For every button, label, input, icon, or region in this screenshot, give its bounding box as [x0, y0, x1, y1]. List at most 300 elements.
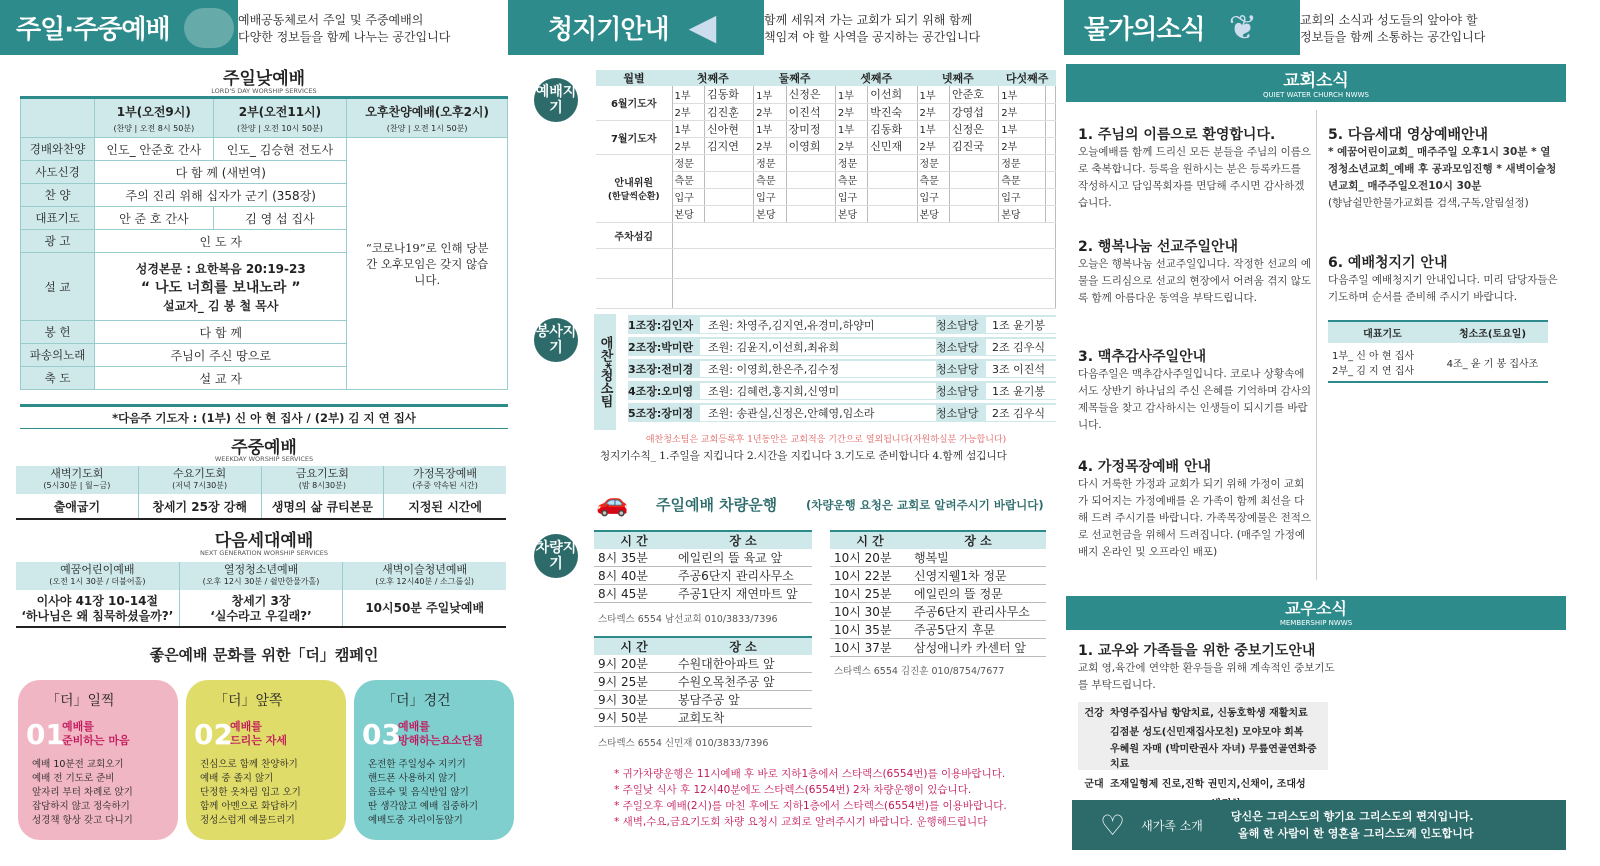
cell: [1046, 137, 1056, 154]
place-cell: 주공6단지 관리사무소: [910, 603, 1046, 621]
clean-team: 1조 윤기봉: [986, 383, 1056, 399]
cell: 신정은: [949, 120, 998, 137]
car-table-3: [594, 636, 812, 749]
col-header: 넷째주: [917, 70, 999, 86]
row-label: 안내위원: [614, 178, 654, 189]
row-label: 파송의노래: [21, 344, 95, 367]
card-sub: 드리는 자세: [230, 734, 287, 747]
time-cell: 8시 45분: [594, 585, 674, 603]
time-cell: 8시 40분: [594, 567, 674, 585]
cell: 강영섭: [949, 103, 998, 120]
card-list: [32, 758, 133, 828]
campaign-title: 좋은예배 문화를 위한「더」캠페인: [149, 646, 379, 664]
cell: 이진석: [786, 103, 835, 120]
clean-team: 3조 이진석: [986, 361, 1056, 377]
list-item: 함께 아멘으로 화답하기: [200, 801, 298, 812]
duty-badge: 예배지기: [534, 78, 578, 122]
sub-label: 입구: [835, 188, 867, 205]
cell: 건강: [1084, 708, 1104, 719]
card-sub: 예배를: [230, 720, 262, 733]
nextgen-grid: [16, 562, 506, 628]
news-item: [1078, 236, 1314, 307]
nextgen-item: [16, 562, 180, 626]
col-header: 월별: [596, 70, 672, 86]
list-item: 정성스럽게 예물드리기: [200, 815, 295, 826]
family-label: 새가족 소개: [1141, 818, 1203, 833]
sub-label: 1부: [754, 86, 786, 103]
card-list: [368, 758, 478, 828]
header-worship: [0, 0, 238, 55]
car-note-line: * 주일오후 예배(2시)를 마친 후에도 지하1층에서 스타렉스(6554번)를 이용바랍니다.: [614, 800, 1007, 812]
header-desc: [1300, 0, 1600, 55]
cell: 설 교 자: [95, 367, 347, 390]
col-header: 시 간: [594, 531, 674, 549]
news-heading: 2. 행복나눔 선교주일안내: [1078, 239, 1239, 255]
list-item: 성경책 항상 갖고 다니기: [32, 815, 133, 826]
sub-label: 본당: [754, 205, 786, 222]
col-name: 오후찬양예배(오후2시): [365, 104, 489, 119]
car-icon: 🚗: [596, 488, 629, 518]
sub-label: 정문: [835, 154, 867, 171]
clean-label: 청소담당: [936, 362, 979, 376]
item-value: 창세기 3장: [231, 594, 291, 608]
col-header: 장 소: [674, 531, 812, 549]
header-desc: [238, 0, 508, 55]
row-label: 설 교: [21, 253, 95, 321]
news-item: [1078, 346, 1314, 434]
place-cell: 주공6단지 관리사무소: [674, 567, 812, 585]
news-item: [1078, 456, 1314, 561]
preacher: 설교자_ 김 봉 철 목사: [163, 298, 279, 313]
cell: 주의 진리 위해 십자가 군기 (358장): [95, 184, 347, 207]
card-sub: 방해하는요소단절: [398, 734, 484, 747]
sub-label: 본당: [672, 205, 704, 222]
cell: [1046, 103, 1056, 120]
card-number: 01: [26, 718, 65, 751]
row-label: 경배와찬양: [21, 138, 95, 161]
news-sub: QUIET WATER CHURCH NWWS: [1263, 91, 1369, 99]
cell: [1078, 721, 1110, 740]
team-row: [628, 381, 1056, 400]
car-note: (차량운행 요청은 교회로 알려주시기 바랍니다): [806, 498, 1044, 512]
member-item: [1078, 640, 1338, 694]
place-cell: 에일린의 뜰 정문: [910, 585, 1046, 603]
car-note-line: * 귀가차량운행은 11시예배 후 바로 지하1층에서 스타렉스(6554번)를 이용바랍니다.: [614, 768, 1006, 780]
cell: 인 도 자: [95, 230, 347, 253]
weekday-item: [139, 466, 262, 518]
sub-label: 본당: [835, 205, 867, 222]
col-3: [347, 98, 508, 138]
cell: 인도_ 김승현 전도사: [213, 138, 347, 161]
list-item: 온전한 주일성수 지키기: [368, 759, 466, 770]
col-header: 청소조(토요일): [1458, 329, 1527, 340]
car-title: 주일예배 차량운행: [656, 496, 778, 514]
item-value: 10시50분 주일낮예배: [365, 601, 485, 615]
team-leader: 2조장:박미란: [628, 340, 694, 354]
cell: 다 함 께: [95, 321, 347, 344]
news-item: [1078, 124, 1314, 212]
news-text: 오늘예배를 함께 드리신 모든 분들을 주님의 이름으로 축복합니다. 등록을 원하시는 분은 등록카드를 작성하시고 담임목회자를 면담해 주시면 감사하겠습니다.: [1078, 146, 1312, 209]
cell: 김동화: [704, 86, 753, 103]
desc-line: 다양한 정보들을 함께 나누는 공간입니다: [238, 29, 451, 44]
family-line: 당신은 그리스도의 향기요 그리스도의 편지입니다.: [1230, 810, 1474, 823]
cell: 조재일형제 진로,진학 권민지,신채이, 조대성: [1110, 778, 1306, 790]
cell: 신정은: [786, 86, 835, 103]
team-row: [628, 337, 1056, 356]
cell: 신아현: [704, 120, 753, 137]
cell: 김진국: [949, 137, 998, 154]
list-item: 핸드폰 사용하지 않기: [368, 773, 457, 784]
nextgen-sub: NEXT GENERATION WORSHIP SERVICES: [199, 549, 329, 557]
sub-label: 측문: [917, 171, 949, 188]
list-item: 음료수 및 음식반입 않기: [368, 787, 469, 798]
sub-label: 2부: [672, 103, 704, 120]
item-time: (5시30분 | 월~금): [43, 481, 111, 490]
team-members: 조원: 차영주,김지연,유경미,하양미: [700, 317, 936, 333]
sub-label: 2부: [672, 137, 704, 154]
plant-icon: ❦: [1228, 7, 1258, 48]
cell: 김지연: [704, 137, 753, 154]
news-heading: 6. 예배청지기 안내: [1328, 255, 1448, 271]
news-item: [1328, 252, 1558, 306]
car-table-1: [594, 530, 812, 625]
row-label: 대표기도: [21, 207, 95, 230]
header-news: [1064, 0, 1300, 55]
news-text: 다음주일은 맥추감사주일입니다. 코로나 상황속에서도 상반기 하나님의 주신 은혜를 기억하며 감사의 제목들을 찾고 감사하시는 인생들이 되시기를 바랍니다.: [1078, 368, 1312, 431]
news-heading: 1. 주님의 이름으로 환영합니다.: [1078, 127, 1276, 143]
cell: 인도_ 안준호 간사: [95, 138, 213, 161]
car-driver: 스타렉스 6554 신민재 010/3833/7396: [598, 738, 769, 749]
header-title: 주일·주중예배: [16, 15, 170, 45]
team-row: [628, 315, 1056, 334]
news-text: 다음주일 예배청지기 안내입니다. 미리 담당자들은 기도하며 순서를 준비해 주시기 바랍니다.: [1328, 274, 1558, 303]
cell: 우혜원 자매 (박미란권사 자녀) 무릎연골연화증 치료: [1110, 744, 1317, 770]
place-cell: 에일린의 뜰 육교 앞: [674, 549, 812, 567]
card-title: 「더」경건: [382, 693, 451, 709]
nextgen-title: 다음세대예배: [214, 531, 314, 551]
col-header: 다섯째주: [999, 70, 1056, 86]
nextgen-item: [180, 562, 344, 626]
time-cell: 8시 35분: [594, 549, 674, 567]
time-cell: 10시 25분: [830, 585, 910, 603]
cell: 4조_ 윤 기 봉 집사조: [1446, 358, 1539, 370]
news-text: 다시 거룩한 가정과 교회가 되기 위해 가정이 교회가 되어지는 가정예배를 온 가족이 함께 최선을 다해 드려 주시기를 바랍니다. 가족목장예물은 전적으로 선교헌금을 위해서 드려집니다. (매주일 가정예배지 온라인 및 오프라인 배포): [1078, 478, 1312, 558]
clean-label: 청소담당: [936, 384, 979, 398]
member-heading: 1. 교우와 가족들을 위한 중보기도안내: [1078, 643, 1316, 659]
item-time: (저녁 7시30분): [172, 481, 228, 490]
list-item: 예배 중 졸지 않기: [200, 773, 274, 784]
item-time: (오전 1시 30분 / 더불어홀): [49, 577, 146, 586]
sub-label: 2부: [999, 103, 1046, 120]
col-header: 장 소: [674, 637, 812, 655]
card-number: 03: [362, 718, 401, 751]
col-header: 장 소: [910, 531, 1046, 549]
sub-label: 2부: [917, 137, 949, 154]
news-item: [1328, 124, 1558, 212]
item-name: 새벽이슬청년예배: [382, 563, 468, 576]
list-item: 예배 10분전 교회오기: [32, 759, 124, 770]
weekday-sub: WEEKDAY WORSHIP SERVICES: [214, 455, 314, 463]
sub-label: 1부: [999, 120, 1046, 137]
sub-label: 입구: [754, 188, 786, 205]
prayer-table: [1078, 702, 1328, 810]
place-cell: 교회도착: [674, 709, 812, 727]
desc-line: 예배공동체로서 주일 및 주중예배의: [238, 12, 424, 27]
sub-label: 2부: [754, 103, 786, 120]
row-label: 7월기도자: [596, 120, 672, 154]
col-name: 2부(오전11시): [238, 104, 322, 119]
col-1: [95, 98, 213, 138]
place-cell: 주공1단지 재연마트 앞: [674, 585, 812, 603]
card-sub: 예배를: [398, 720, 430, 733]
sub-label: 측문: [835, 171, 867, 188]
col-sub: (찬양 | 오전 8시 50분): [113, 123, 195, 133]
item-value: 생명의 삶 큐티본문: [271, 500, 373, 514]
cell: 이선희: [868, 86, 917, 103]
time-cell: 10시 37분: [830, 639, 910, 657]
place-cell: 봉담주공 앞: [674, 691, 812, 709]
car-note-line: * 새벽,수요,금요기도회 차량 요청시 교회로 알려주시기 바랍니다. 운행해드립니다: [614, 816, 988, 828]
list-item: 잡담하지 않고 정숙하기: [32, 801, 130, 812]
sub-label: 2부: [754, 137, 786, 154]
sub-label: 1부: [672, 86, 704, 103]
cell: [1078, 740, 1110, 770]
megaphone-icon: ◀: [688, 7, 717, 48]
row-label: 6월기도자: [596, 86, 672, 120]
item-value: ‘실수라고 우길래?’: [210, 609, 312, 623]
member-banner: [1066, 596, 1566, 630]
lords-table: [20, 96, 508, 390]
member-sub: MEMBERSHIP NWWS: [1279, 619, 1353, 627]
sub-label: 1부: [999, 86, 1046, 103]
news-heading: 4. 가정목장예배 안내: [1078, 459, 1211, 475]
place-cell: 수원오목천주공 앞: [674, 673, 812, 691]
time-cell: 10시 20분: [830, 549, 910, 567]
sub-label: 입구: [672, 188, 704, 205]
mini-table: [1328, 320, 1548, 383]
cell: 이영희: [786, 137, 835, 154]
list-item: 예배도중 자리이동않기: [368, 815, 463, 826]
next-prayer: *다음주 기도자 : (1부) 신 아 현 집사 / (2부) 김 지 연 집사: [112, 411, 416, 425]
new-family-bar: [1072, 800, 1566, 850]
header-steward: [508, 0, 764, 55]
car-badge: 차량지기: [534, 534, 578, 578]
item-name: 수요기도회: [173, 467, 227, 480]
desc-line: 교회의 소식과 성도들의 앞아야 할: [1300, 12, 1478, 27]
item-time: (밤 8시30분): [298, 481, 346, 490]
col-header: 시 간: [830, 531, 910, 549]
time-cell: 9시 30분: [594, 691, 674, 709]
card-number: 02: [194, 718, 233, 751]
lords-title: 주일낮예배: [222, 69, 306, 89]
steward-rules: 청지기수칙_ 1.주일을 지킵니다 2.시간을 지킵니다 3.기도로 준비합니다 4.함께 섬깁니다: [600, 450, 1007, 462]
car-note-line: * 주일낮 식사 후 12시40분에도 스타렉스(6554번) 2차 차량운행이 있습니다.: [614, 784, 972, 796]
car-driver: 스타렉스 6554 남선교회 010/3833/7396: [598, 614, 778, 625]
divider: [20, 428, 508, 429]
lords-sub: LORD'S DAY WORSHIP SERVICES: [211, 87, 317, 95]
family-line: 올해 한 사람이 한 영혼을 그리스도께 인도합니다: [1238, 827, 1474, 840]
sub-label: 2부: [917, 103, 949, 120]
teams-side-label: 애찬*청소팀: [594, 314, 616, 430]
family-icon: ♡: [1100, 808, 1126, 842]
weekday-item: [262, 466, 385, 518]
row-label: 찬 양: [21, 184, 95, 207]
team-leader: 4조장:오미영: [628, 384, 694, 398]
header-title: 물가의소식: [1084, 15, 1205, 45]
news-heading: 3. 맥추감사주일안내: [1078, 349, 1207, 365]
time-cell: 9시 50분: [594, 709, 674, 727]
campaign-card-early: [18, 680, 178, 840]
col-2: [213, 98, 347, 138]
sub-label: 정문: [917, 154, 949, 171]
col-sub: (찬양 | 오전 1시 50분): [386, 123, 468, 133]
campaign-card-front: [186, 680, 346, 840]
team-leader: 5조장:장미정: [628, 406, 694, 420]
time-cell: 9시 25분: [594, 673, 674, 691]
cell: 장미정: [786, 120, 835, 137]
card-title: 「더」앞쪽: [214, 693, 283, 709]
sermon-title: “ 나도 너희를 보내노라 ”: [140, 279, 301, 296]
list-item: 딴 생각않고 예배 집중하기: [368, 801, 479, 812]
item-time: (오후 12시40분 / 소그룹실): [375, 577, 475, 586]
list-item: 예배 전 기도로 준비: [32, 773, 115, 784]
item-time: (오후 12시 30분 / 쉴만한물가홀): [202, 577, 320, 586]
sub-label: 정문: [672, 154, 704, 171]
col-header: 대표기도: [1363, 329, 1402, 340]
row-label: 주차섬김: [596, 222, 672, 248]
team-row: [628, 403, 1056, 422]
cell: 2부_ 김 지 연 집사: [1332, 366, 1415, 377]
col-header: 시 간: [594, 637, 674, 655]
cell: 안 준 호 간사: [95, 207, 213, 230]
item-value: 출애굽기: [53, 500, 101, 514]
cell: 안준호: [949, 86, 998, 103]
campaign-card-pious: [354, 680, 514, 840]
item-name: 예꿈어린이예배: [60, 563, 135, 576]
sub-label: 2부: [999, 137, 1046, 154]
sub-label: 1부: [917, 86, 949, 103]
row-label: 사도신경: [21, 161, 95, 184]
clean-label: 청소담당: [936, 406, 979, 420]
sub-label: 1부: [835, 120, 867, 137]
item-name: 가정목장예배: [413, 467, 477, 480]
desc-line: 정보들을 함께 소통하는 공간입니다: [1300, 29, 1486, 44]
cell: 군대: [1084, 778, 1104, 790]
cell: [1046, 86, 1056, 103]
sub-label: 측문: [754, 171, 786, 188]
team-members: 조원: 이영희,한은주,김수정: [700, 361, 936, 377]
item-time: (주중 약속된 시간): [412, 481, 478, 490]
sub-label: 2부: [835, 137, 867, 154]
list-item: 단정한 옷차림 입고 오기: [200, 787, 301, 798]
clean-team: 1조 윤기봉: [986, 317, 1056, 333]
item-value: ‘하나님은 왜 침묵하셨을까?’: [21, 609, 174, 623]
list-item: 앞자리 부터 차례로 앉기: [32, 787, 133, 798]
clean-label: 청소담당: [936, 318, 979, 332]
cell: 주님이 주신 땅으로: [95, 344, 347, 367]
weekday-grid: [16, 466, 506, 520]
weekday-title: 주중예배: [231, 438, 297, 458]
list-item: 진심으로 함께 찬양하기: [200, 759, 298, 770]
row-label: 광 고: [21, 230, 95, 253]
afternoon-note: “코로나19”로 인해 당분간 오후모임은 갖지 않습니다.: [347, 138, 508, 390]
clean-team: 2조 김우식: [986, 405, 1056, 421]
sub-label: 본당: [999, 205, 1046, 222]
place-cell: 주공5단지 후문: [910, 621, 1046, 639]
cell: 김동화: [868, 120, 917, 137]
item-name: 금요기도회: [295, 467, 349, 480]
scripture: 성경본문 : 요한복음 20:19-23: [135, 261, 306, 276]
sub-label: 1부: [754, 120, 786, 137]
cell: 1부_ 신 아 현 집사: [1332, 351, 1415, 362]
item-value: 이사야 41장 10-14절: [36, 594, 159, 608]
news-text: 오늘은 행복나눔 선교주일입니다. 작정한 선교의 예물을 드리심으로 선교의 현장에서 어려움 겪지 않도록 함께 아름다운 동역을 부탁드립니다.: [1078, 258, 1312, 304]
item-name: 열정청소년예배: [223, 563, 299, 576]
place-cell: 삼성애니카 카센터 앞: [910, 639, 1046, 657]
news-text: (향남쉴만한물가교회를 검색,구독,알림설정): [1328, 197, 1529, 209]
time-cell: 9시 20분: [594, 655, 674, 673]
col-name: 1부(오전9시): [116, 104, 191, 119]
sermon-cell: [95, 253, 347, 321]
weekday-item: [384, 466, 506, 518]
item-name: 새벽기도회: [50, 467, 104, 480]
car-table-2: [830, 530, 1046, 677]
sub-label: 측문: [999, 171, 1046, 188]
row-label: 봉 헌: [21, 321, 95, 344]
place-cell: 행복빌: [910, 549, 1046, 567]
weekday-item: [16, 466, 139, 518]
team-members: 조원: 송관실,신정은,안혜영,임소라: [700, 405, 936, 421]
header-desc: [764, 0, 1064, 55]
car-notes: [614, 766, 1054, 830]
cell: [1046, 120, 1056, 137]
place-cell: 신영지웰1차 정문: [910, 567, 1046, 585]
desc-line: 책임져 야 할 사역을 공지하는 공간입니다: [764, 29, 981, 44]
sub-label: 입구: [917, 188, 949, 205]
team-members: 조원: 김윤지,이선희,최유희: [700, 339, 936, 355]
col-header: 둘째주: [754, 70, 836, 86]
cell: 신민재: [868, 137, 917, 154]
sub-label: 본당: [917, 205, 949, 222]
sub-label: 입구: [999, 188, 1046, 205]
clean-label: 청소담당: [936, 340, 979, 354]
cell: 김점분 성도(신민재집사모친) 모야모야 회복: [1110, 727, 1304, 738]
member-title: 교우소식: [1285, 599, 1347, 618]
car-driver: 스타렉스 6554 김진훈 010/8754/7677: [834, 666, 1005, 677]
teams-note: 애찬청소팀은 교회등록후 1년동안은 교회적응 기간으로 열외됩니다(자원하실분 가능합니다): [645, 435, 1007, 445]
time-cell: 10시 35분: [830, 621, 910, 639]
col-sub: (찬양 | 오전 10시 50분): [237, 123, 323, 133]
sub-label: 1부: [835, 86, 867, 103]
corner-cell: [21, 98, 95, 138]
header-title: 청지기안내: [548, 15, 669, 45]
item-value: 창세기 25장 강해: [152, 500, 247, 514]
place-cell: 수원대한아파트 앞: [674, 655, 812, 673]
cell: 김 영 섭 집사: [213, 207, 347, 230]
teams-badge: 봉사지기: [534, 318, 578, 362]
item-value: 지정된 시간에: [408, 500, 482, 514]
desc-line: 함께 세워져 가는 교회가 되기 위해 함께: [764, 12, 973, 27]
cell: 차영주집사님 항암치료, 신동호학생 재활치료: [1110, 708, 1308, 719]
cell: 김진훈: [704, 103, 753, 120]
sub-label: 정문: [754, 154, 786, 171]
news-title: 교회소식: [1283, 71, 1349, 91]
col-header: 셋째주: [835, 70, 917, 86]
duty-table: [596, 70, 1056, 309]
card-title: 「더」일찍: [46, 693, 115, 709]
sub-label: 1부: [672, 120, 704, 137]
team-row: [628, 359, 1056, 378]
